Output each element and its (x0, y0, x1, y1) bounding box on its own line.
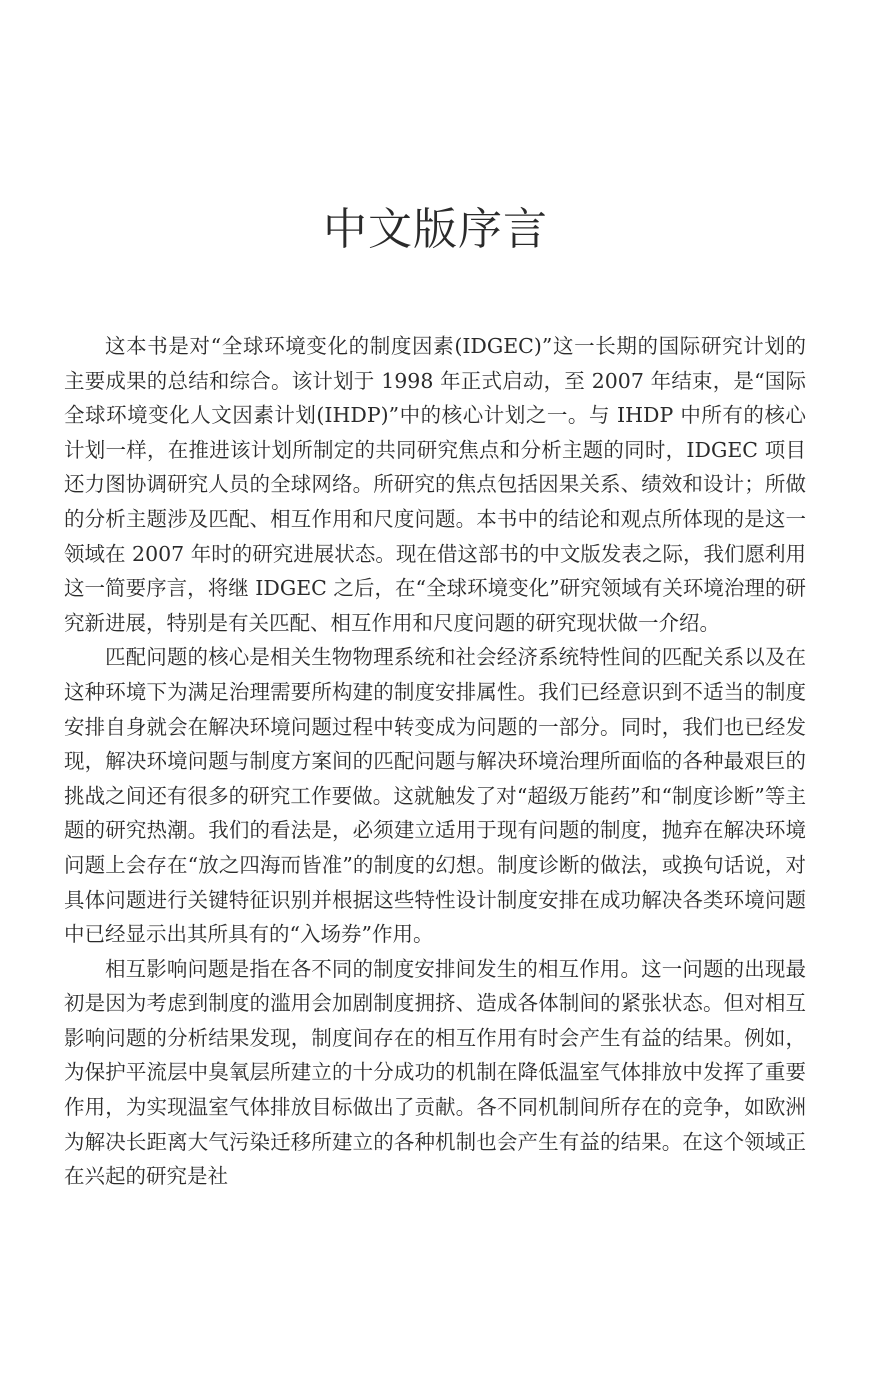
paragraph-2: 匹配问题的核心是相关生物物理系统和社会经济系统特性间的匹配关系以及在这种环境下为满足治理需要所构建的制度安排属性。我们已经意识到不适当的制度安排自身就会在解决环境问题过程中转变成为问题的一部分。同时，我们也已经发现，解决环境问题与制度方案间的匹配问题与解决环境治理所面临的各种最艰巨的挑战之间还有很多的研究工作要做。这就触发了对“超级万能药”和“制度诊断”等主题的研究热潮。我们的看法是，必须建立适用于现有问题的制度，抛弃在解决环境问题上会存在“放之四海而皆准”的制度的幻想。制度诊断的做法，或换句话说，对具体问题进行关键特征识别并根据这些特性设计制度安排在成功解决各类环境问题中已经显示出其所具有的“入场券”作用。 (64, 645, 806, 947)
page-title: 中文版序言 (323, 204, 548, 255)
preface-body (64, 329, 806, 1194)
paragraph-1: 这本书是对“全球环境变化的制度因素(IDGEC)”这一长期的国际研究计划的主要成果的总结和综合。该计划于 1998 年正式启动，至 2007 年结束，是“国际全球环境变化人文因素计划(IHDP)”中的核心计划之一。与 IHDP 中所有的核心计划一样，在推进该计划所制定的共同研究焦点和分析主题的同时，IDGEC 项目还力图协调研究人员的全球网络。所研究的焦点包括因果关系、绩效和设计；所做的分析主题涉及匹配、相互作用和尺度问题。本书中的结论和观点所体现的是这一领域在 2007 年时的研究进展状态。现在借这部书的中文版发表之际，我们愿利用这一简要序言，将继 IDGEC 之后，在“全球环境变化”研究领域有关环境治理的研究新进展，特别是有关匹配、相互作用和尺度问题的研究现状做一介绍。 (64, 334, 806, 635)
paragraph-3: 相互影响问题是指在各不同的制度安排间发生的相互作用。这一问题的出现最初是因为考虑到制度的滥用会加剧制度拥挤、造成各体制间的紧张状态。但对相互影响问题的分析结果发现，制度间存在的相互作用有时会产生有益的结果。例如，为保护平流层中臭氧层所建立的十分成功的机制在降低温室气体排放中发挥了重要作用，为实现温室气体排放目标做出了贡献。各不同机制间所存在的竞争，如欧洲为解决长距离大气污染迁移所建立的各种机制也会产生有益的结果。在这个领域正在兴起的研究是社 (64, 956, 806, 1189)
